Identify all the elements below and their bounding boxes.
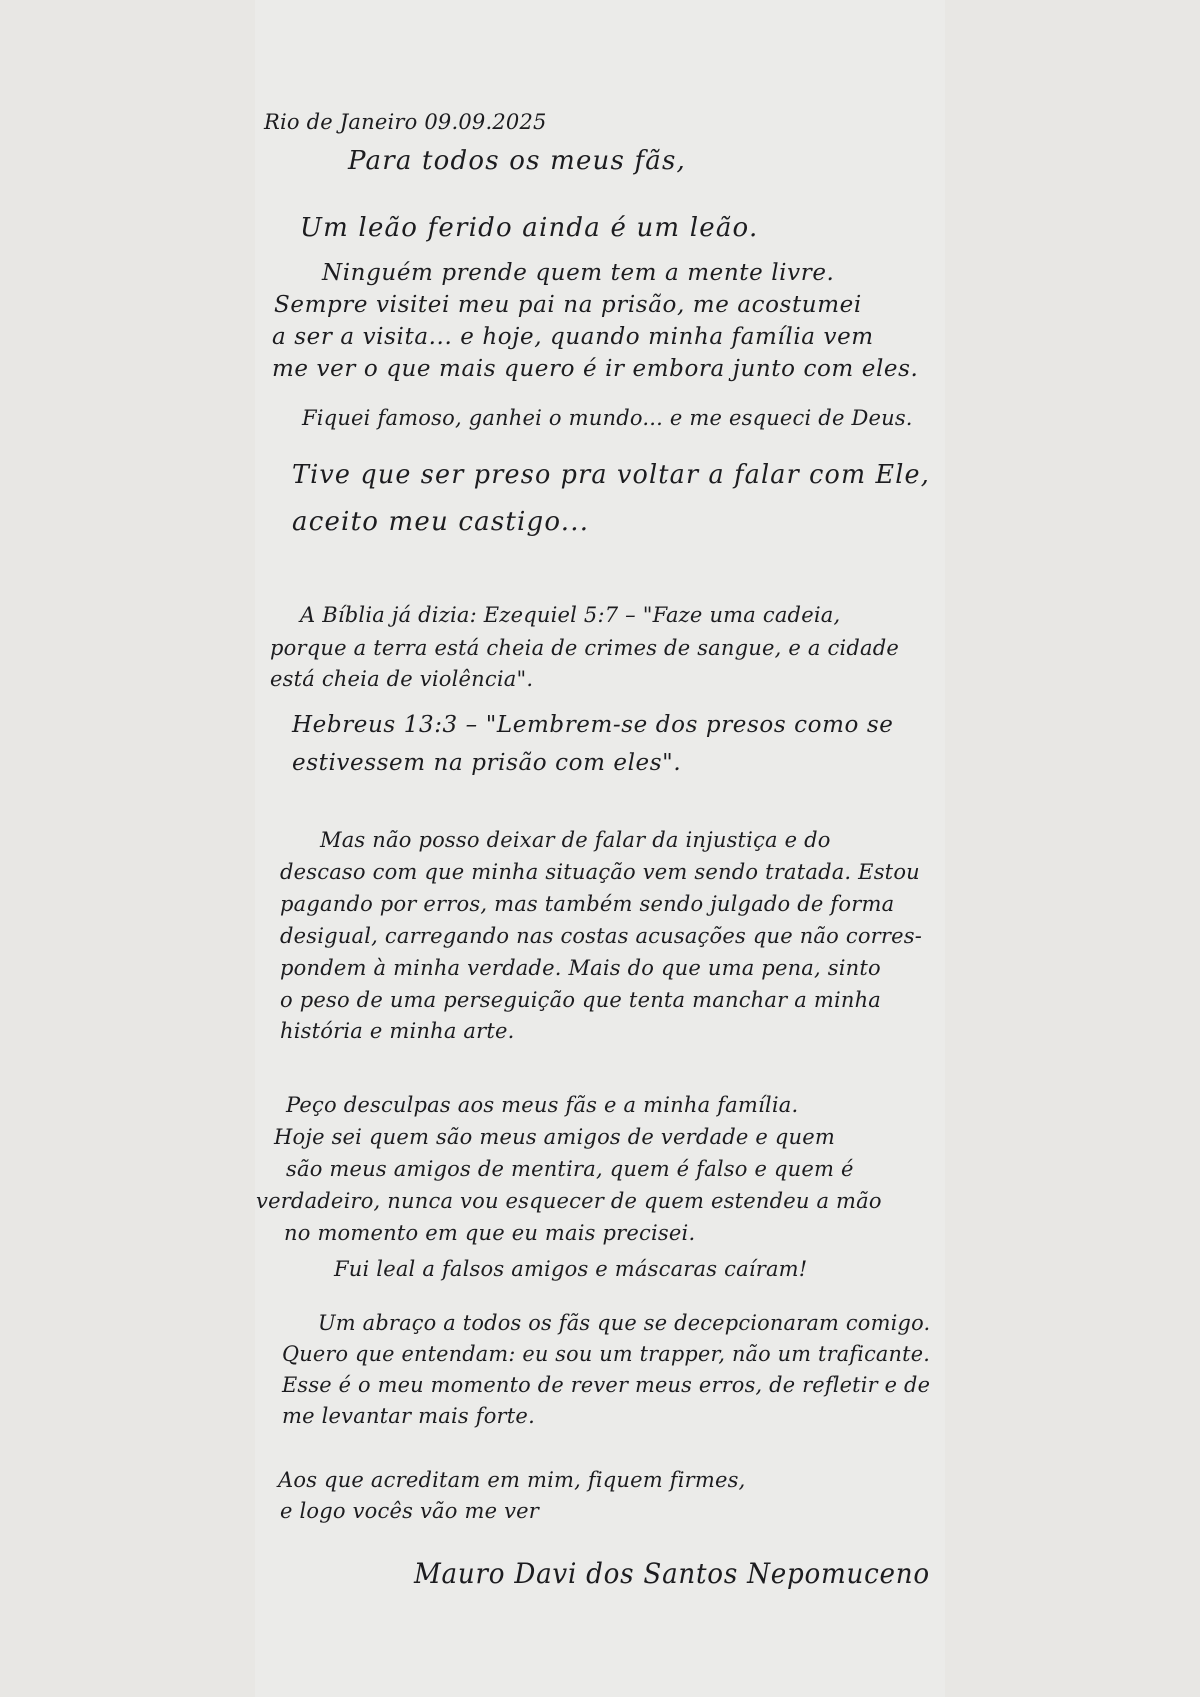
letter-line: Hebreus 13:3 – "Lembrem-se dos presos como se <box>292 712 894 738</box>
letter-line: desigual, carregando nas costas acusações que não corres- <box>280 924 923 948</box>
place-date: Rio de Janeiro 09.09.2025 <box>264 110 547 134</box>
letter-line: a ser a visita... e hoje, quando minha família vem <box>272 324 874 350</box>
letter-line: me ver o que mais quero é ir embora junto com eles. <box>272 356 919 382</box>
letter-line: está cheia de violência". <box>270 667 534 691</box>
letter-line: o peso de uma perseguição que tenta manchar a minha <box>280 988 882 1012</box>
letter-line: Aos que acreditam em mim, fiquem firmes, <box>278 1468 746 1492</box>
letter-line: A Bíblia já dizia: Ezequiel 5:7 – "Faze uma cadeia, <box>300 603 841 627</box>
letter-line: no momento em que eu mais precisei. <box>284 1221 696 1245</box>
letter-line: Quero que entendam: eu sou um trapper, não um traficante. <box>282 1342 931 1366</box>
letter-line: são meus amigos de mentira, quem é falso e quem é <box>286 1157 854 1181</box>
letter-line: e logo vocês vão me ver <box>280 1499 540 1523</box>
letter-line: Tive que ser preso pra voltar a falar com Ele, <box>292 460 930 490</box>
letter-line: verdadeiro, nunca vou esquecer de quem estendeu a mão <box>256 1189 882 1213</box>
letter-line: Ninguém prende quem tem a mente livre. <box>322 260 835 286</box>
letter-line: Hoje sei quem são meus amigos de verdade e quem <box>274 1125 835 1149</box>
letter-line: Peço desculpas aos meus fãs e a minha família. <box>286 1093 799 1117</box>
signature: Mauro Davi dos Santos Nepomuceno <box>414 1557 930 1590</box>
letter-line: porque a terra está cheia de crimes de sangue, e a cidade <box>270 636 899 660</box>
letter-line: descaso com que minha situação vem sendo tratada. Estou <box>280 860 920 884</box>
letter-line: pagando por erros, mas também sendo julgado de forma <box>280 892 895 916</box>
salutation: Para todos os meus fãs, <box>348 146 687 176</box>
letter-line: Um abraço a todos os fãs que se decepcionaram comigo. <box>318 1311 931 1335</box>
letter-line: Mas não posso deixar de falar da injustiça e do <box>320 828 831 852</box>
letter-line: Sempre visitei meu pai na prisão, me acostumei <box>274 292 862 318</box>
letter-line: estivessem na prisão com eles". <box>292 750 682 776</box>
letter-line: história e minha arte. <box>280 1019 515 1043</box>
letter-line: me levantar mais forte. <box>282 1404 535 1428</box>
letter-line: Um leão ferido ainda é um leão. <box>300 213 759 243</box>
letter-line: Fui leal a falsos amigos e máscaras caíram! <box>334 1257 808 1281</box>
letter-line: aceito meu castigo... <box>292 507 590 537</box>
letter-line: Fiquei famoso, ganhei o mundo... e me esqueci de Deus. <box>302 406 913 430</box>
letter-line: pondem à minha verdade. Mais do que uma pena, sinto <box>280 956 881 980</box>
letter-line: Esse é o meu momento de rever meus erros, de refletir e de <box>282 1373 931 1397</box>
